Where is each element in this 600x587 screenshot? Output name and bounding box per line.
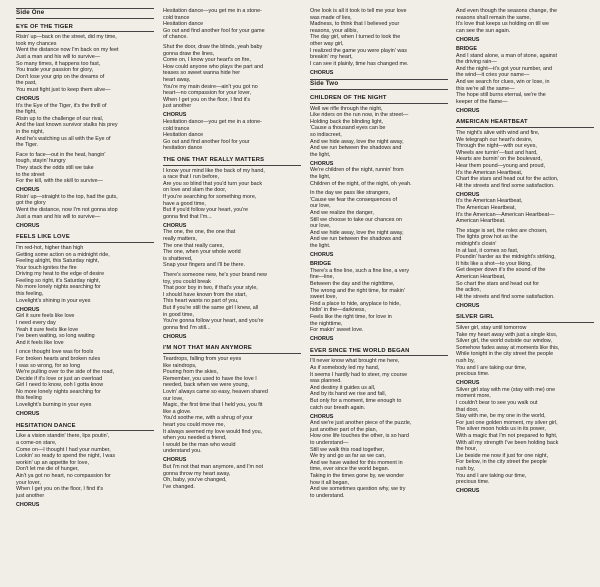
lyric-line: It's the American Heartbeat, <box>456 169 523 176</box>
lyric-line: the wind—it cries your name— <box>456 72 530 79</box>
lyric-line: Come on—I thought I had your number, <box>16 446 111 453</box>
lyric-line: toy, you could break <box>163 278 211 285</box>
lyric-line: And we search for clues, win or lose, in <box>456 78 550 85</box>
lyric-line: And we're just another piece of the puzzle, <box>310 420 412 427</box>
lyric-line: Children of the night, of the night, oh yeah. <box>310 180 412 187</box>
lyric-line: But if you're still the same girl I knew, all <box>163 304 259 311</box>
lyric-line: Teardrops, falling from your eyes <box>163 356 242 362</box>
lyric-line: You're my main desire—ain't you got no <box>163 83 258 90</box>
lyric-line: Take my heart away with just a single kiss, <box>456 331 558 338</box>
lyric-line: Oh, baby, you've changed, <box>163 477 227 484</box>
chorus-marker: CHORUS <box>310 336 334 343</box>
lyric-line: Hearts are burnin' on the boulevard, <box>456 156 542 163</box>
lyric-line: needed, back when we were young, <box>163 382 250 389</box>
lyric-line: took my chances <box>16 40 57 47</box>
lyric-line: Chart the stars and head out for the action, <box>456 176 559 183</box>
lyric-line: the light, <box>310 151 331 158</box>
lyric-line: I should have known from the start, <box>163 291 247 298</box>
lyric-line: Remember, you used to have the love I <box>163 375 257 382</box>
lyric-line: Went the distance, now I'm not gonna stop <box>16 207 118 214</box>
lyric-line: Come on, I know your heart's on fire, <box>163 57 251 64</box>
lyric-line: keeper of the flame— <box>456 98 508 105</box>
lyric-line: That poor boy in two, if that's your style, <box>163 285 258 292</box>
lyric-line: You trade your passion for glory, <box>16 67 94 74</box>
lyric-line: So many times, it happens too fast, <box>16 60 101 67</box>
lyric-line: There's a fine line, such a fine line, a very <box>310 267 410 274</box>
lyric-line: precious time. <box>456 371 490 378</box>
lyric-line: Decide if it's love or just an overload <box>16 375 103 382</box>
lyric-line: I once thought love was for fools <box>16 349 94 356</box>
lyric-line: There's someone new, he's your brand new <box>163 271 267 278</box>
lyric-line: The American Heartbeat, <box>456 205 516 212</box>
lyric-line: understand you. <box>163 448 202 455</box>
lyric-line: It's the American Heartbeat, <box>456 198 523 205</box>
chorus-marker: CHORUS <box>456 36 480 43</box>
lyric-line: our love, <box>310 223 331 230</box>
lyric-line: catch our breath again. <box>310 404 366 411</box>
lyric-line: Lookin' so ready to spend the night, I was <box>16 453 116 460</box>
lyric-line: cold trance <box>163 125 190 132</box>
lyric-line: gonna find I'm still... <box>163 324 211 331</box>
lyric-line: American Heartbeat. <box>456 218 506 225</box>
lyrics-column-1 <box>16 8 154 583</box>
lyric-line: This heart wants no part of you, <box>163 298 239 305</box>
lyric-line: this feeling <box>16 395 42 402</box>
lyric-line: Wheels are turnin'—fast and hard, <box>456 149 538 156</box>
lyric-line: the nighttime, <box>310 320 343 327</box>
lyric-line: And even though the seasons change, the <box>456 8 558 14</box>
lyric-line: Between the day and the nighttime, <box>310 280 395 287</box>
lyric-line: can see the sun again. <box>456 27 511 34</box>
lyric-line: You're gonna follow your heart, and you're <box>163 318 264 325</box>
lyric-line: 'Cause we fear the consequences of <box>310 196 398 203</box>
lyric-line: But if you'd follow your heart, you're <box>163 207 249 214</box>
lyric-line: And I stand alone, a man of stone, against <box>456 52 557 59</box>
lyric-line: Risin' up—back on the street, did my time, <box>16 34 117 41</box>
chorus-marker: CHORUS <box>456 380 480 387</box>
lyric-line: this feeling, <box>16 291 44 298</box>
lyric-line: I'm red-hot, higher than high <box>16 244 84 251</box>
song-title: FEELS LIKE LOVE <box>16 234 154 243</box>
lyric-line: Don't lose your grip on the dreams of <box>16 73 105 80</box>
lyric-line: As if somebody led my hand, <box>310 365 380 371</box>
lyric-line: Hear them pound—young and proud, <box>456 162 546 169</box>
bridge-marker: BRIDGE <box>456 45 477 52</box>
lyric-line: I can see it plainly, time has changed me. <box>310 60 409 67</box>
lyric-line: And by its hand we rise and fall, <box>310 391 387 398</box>
lyric-line: I've changed. <box>163 483 195 490</box>
lyric-line: to understand— <box>310 440 349 447</box>
chorus-marker: CHORUS <box>16 501 40 508</box>
song-title: HESITATION DANCE <box>16 423 154 432</box>
lyric-line: One look is all it took to tell me your love <box>310 8 407 14</box>
chorus-marker: CHORUS <box>16 187 40 194</box>
lyric-line: sweet love, <box>310 294 337 301</box>
lyric-line: gonna draw the lines, <box>163 50 215 57</box>
lyric-line: Hit the streets and find some satisfaction. <box>456 293 555 300</box>
chorus-marker: CHORUS <box>16 306 40 313</box>
lyric-line: In at last, it comes so fast, <box>456 247 519 254</box>
lyric-line: Like a vision standin' there, lips poutin', <box>16 433 110 440</box>
lyric-line: And we hide away, love the night away, <box>310 229 404 236</box>
lyric-line: teases so sweet wanna hide her <box>163 70 241 77</box>
lyric-line: And we sometimes question why, we try <box>310 486 406 493</box>
lyric-line: breakin' my heart, <box>310 54 353 61</box>
lyric-line: this we're all the same— <box>456 85 515 92</box>
lyric-line: our love, <box>163 395 184 402</box>
lyric-line: Magic, the first time that I held you, you fit <box>163 402 263 409</box>
lyric-line: the hour, <box>456 446 477 453</box>
lyric-line: And it feels like love <box>16 339 64 346</box>
lyric-line: Just a man and his will to survive— <box>16 213 101 220</box>
lyric-line: rush by, <box>456 466 475 472</box>
lyric-line: Like riders on the run now, in the street— <box>310 112 409 119</box>
lyric-line: You and I are taking our time, <box>456 472 527 479</box>
lyric-line: to understand. <box>310 492 345 499</box>
lyric-line: You must fight just to keep them alive— <box>16 86 111 93</box>
lyric-line: You'd soothe me, with a shrug of your <box>163 415 253 422</box>
lyric-line: fine—line, <box>310 274 334 281</box>
lyric-line: The one, when your whole world <box>163 249 241 256</box>
lyric-line: Shut the door, draw the blinds, yeah baby <box>163 43 263 50</box>
song-title: EYE OF THE TIGER <box>16 24 154 33</box>
lyric-line: a come-on stare, <box>16 439 57 446</box>
lyric-line: For the kill, with the skill to survive— <box>16 178 103 185</box>
lyric-line: is shattered, <box>163 255 193 262</box>
lyric-line: No more lonely nights searching for <box>16 388 101 395</box>
chorus-marker: CHORUS <box>310 69 334 76</box>
lyric-line: The stage is set, the roles are chosen, <box>456 227 548 234</box>
lyric-line: Taking in the times gone by, we wonder <box>310 473 404 479</box>
lyric-line: on love and slam the door, <box>163 187 227 194</box>
lyric-line: Stay with me, be my one in the world, <box>456 413 546 420</box>
lyric-line: And we have waited for this moment in <box>310 459 403 466</box>
lyric-line: The one that really cares, <box>163 242 224 249</box>
lyric-line: And we hide away, love the night away, <box>310 138 404 145</box>
lyric-line: The one, the one, the one that <box>163 229 236 236</box>
chorus-marker: CHORUS <box>163 333 187 340</box>
lyric-line: I know your mind like the back of my hand, <box>163 167 265 174</box>
lyric-line: Poundin' harder as the midnight's striking, <box>456 254 556 261</box>
lyric-line: Hesitation dance <box>163 132 204 139</box>
chorus-marker: CHORUS <box>310 413 334 420</box>
side-heading: Side One <box>16 8 154 19</box>
lyric-line: How one life touches the other, is so hard <box>310 433 409 440</box>
lyric-line: in the night, <box>16 129 44 135</box>
lyric-line: when you needed a friend, <box>163 435 227 442</box>
lyric-line: And the last known survivor stalks his prey <box>16 122 118 129</box>
lyric-line: Ain't ya got no heart, no compassion for <box>16 472 111 479</box>
lyric-line: 'Cause a thousand eyes can be <box>310 125 386 132</box>
lyric-line: just another <box>163 103 192 110</box>
song-title: EVER SINCE THE WORLD BEGAN <box>310 348 448 357</box>
lyric-line: It's the American—American Heartbeat— <box>456 211 555 218</box>
lyric-line: like a glove. <box>163 408 192 415</box>
lyric-line: Lovelight's burning in your eyes <box>16 402 92 409</box>
lyric-line: Are you so blind that you'd turn your back <box>163 180 263 187</box>
lyric-line: For makin' sweet love. <box>310 327 364 334</box>
lyric-line: And we run between the shadows and <box>310 236 402 243</box>
lyric-line: When I get you on the floor, I find it's <box>16 486 104 493</box>
lyric-line: In the day we pass like strangers, <box>310 190 391 197</box>
chorus-marker: CHORUS <box>456 107 480 114</box>
lyric-line: For below, in the city street the people <box>456 459 547 466</box>
lyric-line: They stack the odds still we take <box>16 164 94 171</box>
lyric-line: The lights grow hot as the <box>456 234 518 241</box>
lyric-line: Find a place to hide, anyplace to hide, <box>310 300 401 307</box>
lyric-line: midnight's closin' <box>456 241 497 247</box>
lyric-line: It always seemed my love would find you, <box>163 428 263 435</box>
chorus-marker: CHORUS <box>163 112 187 119</box>
lyric-line: our love, <box>310 203 331 210</box>
lyrics-column-3 <box>310 8 448 583</box>
lyric-line: gonna throw my heart away, <box>163 470 231 477</box>
lyric-line: How could anyone who plays the part and <box>163 63 264 70</box>
lyric-line: Feeling so right, it's Saturday night, <box>16 277 101 284</box>
lyric-line: the driving rain— <box>456 59 497 66</box>
chorus-marker: CHORUS <box>456 488 480 495</box>
lyric-line: Yeah it sure feels like love <box>16 326 79 333</box>
lyric-line: Girl I need to know, ooh I gotta know <box>16 382 104 389</box>
lyric-line: We're children of the night, runnin' from <box>310 167 404 174</box>
lyric-line: the action, <box>456 287 481 294</box>
chorus-marker: CHORUS <box>16 411 40 418</box>
lyric-line: For broken hearts and broken rules <box>16 355 101 362</box>
lyric-line: And we run between the shadows and <box>310 145 402 152</box>
lyric-line: Madness, to think that I believed your <box>310 21 400 28</box>
lyric-line: Still we walk this road together, <box>310 446 385 453</box>
lyric-line: other way girl, <box>310 40 344 47</box>
lyric-line: was planned. <box>310 378 342 385</box>
lyric-line: Pouring from the skies, <box>163 369 219 376</box>
bridge-marker: BRIDGE <box>310 261 331 268</box>
lyric-line: I need every day <box>16 319 56 326</box>
lyric-line: rush by, <box>456 358 475 364</box>
lyric-line: The hope still burns eternal, we're the <box>456 92 546 99</box>
chorus-marker: CHORUS <box>163 457 187 464</box>
lyric-line: I've been waiting, so long waiting <box>16 333 95 340</box>
lyric-line: Silver girl, stay until tomorrow <box>456 325 527 332</box>
lyric-line: the Tiger. <box>16 142 39 149</box>
lyric-line: hidin' in the—darkness, <box>310 307 366 314</box>
lyric-line: time, ever since the world began. <box>310 466 390 473</box>
lyric-line: It seems I hardly had to steer, my course <box>310 371 408 378</box>
lyric-line: the fight, <box>16 109 37 116</box>
lyric-line: For just one golden moment, my silver girl, <box>456 419 558 426</box>
lyric-line: Well we rifle through the night, <box>310 105 383 112</box>
lyric-line: But I'm not that man anymore, and I'm not <box>163 464 264 470</box>
lyric-line: in good time, <box>163 311 194 318</box>
lyrics-column-4 <box>456 8 594 583</box>
song-title: SILVER GIRL <box>456 314 594 323</box>
song-title: CHILDREN OF THE NIGHT <box>310 95 448 104</box>
lyric-line: Girl it sure feels like love <box>16 313 75 320</box>
lyric-line: tough, stayin' hungry <box>16 158 66 165</box>
lyric-line: Risin' up—straight to the top, had the guts, <box>16 193 118 200</box>
lyric-line: moment more, <box>456 393 491 400</box>
lyric-line: Somehow fades away at moments like this, <box>456 344 560 351</box>
lyric-line: reasons, your alibis, <box>310 27 358 34</box>
lyric-line: Risin up to the challenge of our rival, <box>16 115 104 122</box>
lyric-line: cold trance <box>163 14 190 21</box>
lyric-line: Silver girl stay with me (stay with me) one <box>456 386 556 393</box>
lyric-line: got the glory <box>16 200 46 207</box>
lyric-line: your lover, <box>16 479 41 486</box>
lyric-line: that door, <box>456 406 479 413</box>
lyric-line: the past, <box>16 80 37 87</box>
lyric-line: reasons shall remain the same, <box>456 14 531 21</box>
lyric-line: It's the Eye of the Tiger, it's the thrill of <box>16 102 107 109</box>
chorus-marker: CHORUS <box>16 222 40 229</box>
lyric-line: If you're searching for something more, <box>163 193 257 200</box>
chorus-marker: CHORUS <box>310 160 334 167</box>
lyric-line: We telegraph our heart's desire, <box>456 136 533 143</box>
lyric-line: So chart the stars and head out for <box>456 280 540 287</box>
lyric-line: workin' up an appetite for love, <box>16 459 89 466</box>
lyric-line: Feeling alright, this Saturday night, <box>16 258 100 265</box>
lyric-line: It hits like a shot—to your liking, <box>456 260 532 267</box>
lyric-line: Hit the streets and find some satisfaction. <box>456 182 555 189</box>
lyric-line: I would be the man who would <box>163 441 236 448</box>
lyric-line: just another <box>16 492 45 499</box>
lyric-line: I'll never know what brought me here, <box>310 358 400 365</box>
lyric-line: The day girl, when I turned to look the <box>310 34 401 41</box>
side-heading: Side Two <box>310 79 448 90</box>
lyric-line: hesitation dance <box>163 145 203 152</box>
lyric-line: Snap your fingers and I'll be there. <box>163 262 245 269</box>
lyric-line: Still we choose to take our chances on <box>310 216 402 223</box>
lyric-line: really matters, <box>163 236 197 242</box>
lyric-line: Go out and find another fool for your <box>163 138 250 145</box>
lyric-line: You and I are taking our time, <box>456 364 527 371</box>
lyric-line: I couldn't bear to see you walk out <box>456 400 538 407</box>
lyric-line: gonna find that I'm... <box>163 213 212 220</box>
lyric-line: While tonight in the city street the people <box>456 351 554 358</box>
lyric-line: have a good time, <box>163 200 206 207</box>
lyric-line: a race that I run before, <box>163 174 220 181</box>
lyric-line: When I get you on the floor, I find it's <box>163 96 251 103</box>
lyric-line: like raindrops, <box>163 362 197 369</box>
lyric-line: so indiscreet, <box>310 132 342 138</box>
lyric-line: The wrong and the right time, for makin' <box>310 287 405 294</box>
lyric-line: Don't let me die of hunger, <box>16 466 79 473</box>
lyric-line: And destiny it guides us all, <box>310 384 376 391</box>
lyric-line: Go out and find another fool for your game <box>163 27 265 34</box>
chorus-marker: CHORUS <box>310 252 334 259</box>
lyric-line: Getting some action on a midnight ride, <box>16 251 110 258</box>
lyric-line: Lie beside me now if just for one night, <box>456 452 548 459</box>
chorus-marker: CHORUS <box>16 96 40 103</box>
lyric-line: I was so wrong, for so long <box>16 362 81 369</box>
lyric-line: Driving my heat to the edge of desire <box>16 271 105 278</box>
chorus-marker: CHORUS <box>456 302 480 309</box>
lyric-line: With a magic that I'm not prepared to fight, <box>456 433 558 440</box>
lyric-line: Hesitation dance—you get me in a stone- <box>163 8 262 14</box>
lyric-line: We try and go as far as we can, <box>310 453 386 460</box>
lyric-line: Feels like the right time, for love in <box>310 313 392 320</box>
song-title: I'M NOT THAT MAN ANYMORE <box>163 345 301 354</box>
lyric-line: the light, <box>310 174 331 181</box>
lyric-line: to the street <box>16 171 45 178</box>
song-title: AMERICAN HEARTBEAT <box>456 119 594 128</box>
lyric-line: With all my strength I've been holding back <box>456 439 559 446</box>
lyric-line: Went the distance now I'm back on my feet <box>16 47 119 54</box>
lyric-line: Lovelight's shining in your eyes <box>16 297 91 304</box>
lyric-line: just another part of the plan, <box>310 426 378 433</box>
lyrics-column-2 <box>163 8 301 583</box>
lyric-line: heart—no compassion for your lover, <box>163 90 252 97</box>
lyric-line: heart you could move me, <box>163 421 226 428</box>
lyric-line: was made of lies, <box>310 14 352 21</box>
lyric-line: Face to face—out in the heat, hangin' <box>16 151 106 158</box>
lyric-line: Get deeper down it's the sound of the <box>456 267 546 274</box>
lyric-line: And he's watching us all with the Eye of <box>16 135 111 142</box>
lyric-line: the light. <box>310 243 331 249</box>
chorus-marker: CHORUS <box>456 191 480 198</box>
lyric-line: heart away, <box>163 76 191 83</box>
lyric-line: And the night—it's got your number, and <box>456 65 553 72</box>
lyric-line: But only for a moment, time enough to <box>310 397 402 404</box>
song-title: THE ONE THAT REALLY MATTERS <box>163 157 301 166</box>
lyric-line: No more lonely nights searching for <box>16 284 101 291</box>
lyric-line: American Heartbeat, <box>456 273 506 280</box>
lyric-line: Hesitation dance—you get me in a stone- <box>163 119 262 125</box>
lyric-line: Lovin' always came so easy, heaven shared <box>163 388 268 395</box>
lyric-line: We're pulling over to the side of the road, <box>16 369 115 376</box>
lyric-line: of chance. <box>163 34 188 41</box>
chorus-marker: CHORUS <box>163 222 187 229</box>
lyric-line: It's love that keeps us holding on till we <box>456 21 550 28</box>
lyric-line: Your touch ignites the fire <box>16 264 77 271</box>
lyric-line: Just a man and his will to survive— <box>16 53 101 60</box>
lyric-line: Hesitation dance <box>163 21 204 28</box>
lyric-line: I realized the game you were playin' was <box>310 47 407 54</box>
lyric-line: The silver moon holds us in its power, <box>456 426 546 433</box>
lyric-line: And we realize the danger, <box>310 210 374 217</box>
lyric-line: Silver girl, the world outside our window, <box>456 338 552 345</box>
lyric-line: Holding back the blinding light, <box>310 118 384 125</box>
lyric-line: how it all began, <box>310 479 349 486</box>
lyric-line: Through the night—with our eyes, <box>456 143 537 150</box>
lyric-line: The night's alive with wind and fire, <box>456 130 540 136</box>
lyric-line: precious time. <box>456 479 490 486</box>
